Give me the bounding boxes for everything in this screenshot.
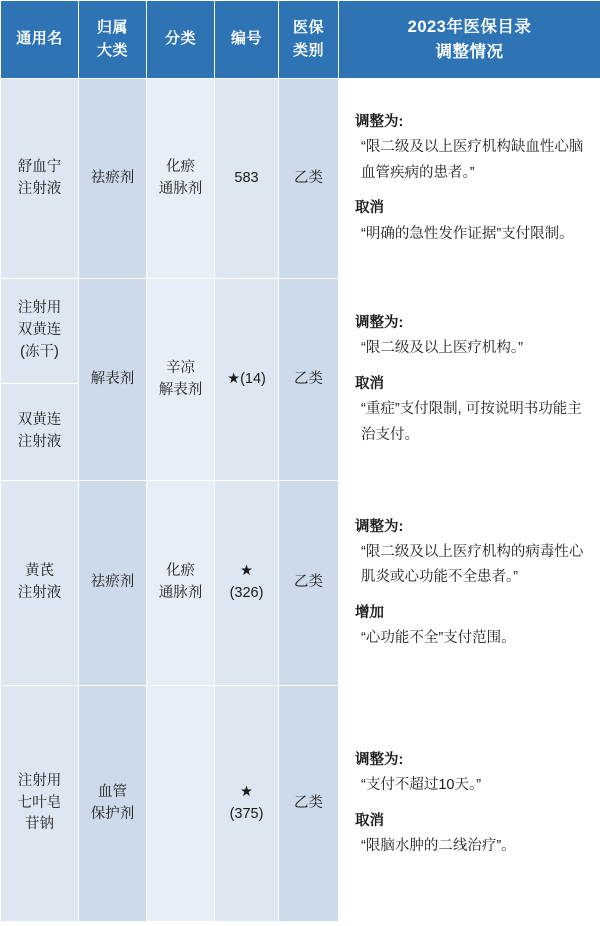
- insurance-type-label: 乙类: [294, 574, 323, 591]
- drug-name-line2: 注射液: [17, 434, 62, 450]
- cell-number: [215, 686, 279, 922]
- header-insurance-type: [279, 1, 339, 79]
- adjustment-text-1: “限二级及以上医疗机构缺血性心脑血管疾病的患者。”: [361, 139, 584, 181]
- adjustment-text-2: “心功能不全”支付范围。: [361, 630, 516, 647]
- cell-insurance-type: [279, 79, 339, 279]
- adjustment-text-2: “限脑水肿的二线治疗”。: [361, 837, 516, 854]
- table-row: [1, 686, 600, 922]
- cell-classification: [147, 79, 215, 279]
- table-header-row: [1, 1, 600, 79]
- header-name: [1, 1, 79, 79]
- cell-insurance-type: [279, 481, 339, 686]
- drug-name-line2: 双黄连: [17, 322, 62, 339]
- cell-drug-name: [1, 481, 79, 686]
- cell-insurance-type: [279, 279, 339, 481]
- cell-number: [215, 79, 279, 279]
- classification-line2: 通脉剂: [158, 585, 203, 601]
- adjustment-label-1: 调整为:: [355, 518, 404, 535]
- cell-adjustment-detail: [339, 686, 600, 922]
- major-category-line1: 血管: [98, 783, 127, 800]
- number-line1: ★: [240, 783, 253, 800]
- cell-drug-name: [1, 279, 79, 384]
- drug-name-line1: 舒血宁: [17, 158, 62, 175]
- header-classification: [147, 1, 215, 79]
- drug-name-line2: 注射液: [17, 585, 62, 601]
- drug-name-line1: 双黄连: [17, 412, 62, 429]
- drug-name-line1: 注射用: [17, 772, 62, 789]
- cell-adjustment-detail: [339, 279, 600, 481]
- cell-drug-name: [1, 686, 79, 922]
- cell-classification: [147, 279, 215, 481]
- adjustment-text-2: “明确的急性发作证据”支付限制。: [361, 225, 574, 242]
- major-category-label: 解表剂: [90, 370, 135, 387]
- adjustment-text-1: “支付不超过10天。”: [361, 777, 482, 794]
- cell-major-category: [79, 279, 147, 481]
- table-row: [1, 79, 600, 279]
- insurance-type-label: 乙类: [294, 794, 323, 811]
- adjustment-text-1: “限二级及以上医疗机构。”: [361, 340, 523, 357]
- drug-name-line2: 七叶皂: [17, 794, 62, 811]
- major-category-label: 祛瘀剂: [90, 169, 135, 186]
- adjustment-label-2: 取消: [355, 375, 384, 392]
- cell-number: [215, 279, 279, 481]
- insurance-type-label: 乙类: [294, 370, 323, 387]
- cell-major-category: [79, 686, 147, 922]
- adjustment-label-2: 增加: [355, 604, 384, 621]
- number-line2: (326): [229, 585, 264, 601]
- cell-insurance-type: [279, 686, 339, 922]
- cell-classification: [147, 481, 215, 686]
- header-number: [215, 1, 279, 79]
- cell-major-category: [79, 481, 147, 686]
- drug-name-line1: 注射用: [17, 300, 62, 317]
- adjustment-label-1: 调整为:: [355, 315, 404, 332]
- number-label: ★(14): [227, 370, 266, 387]
- header-adjustment-line2: 调整情况: [435, 42, 504, 61]
- cell-drug-name: [1, 384, 79, 481]
- table-row: [1, 481, 600, 686]
- header-classification-label: 分类: [164, 30, 196, 48]
- cell-number: [215, 481, 279, 686]
- classification-line1: 化瘀: [166, 158, 195, 175]
- number-line2: (375): [229, 805, 264, 822]
- major-category-label: 祛瘀剂: [90, 574, 135, 591]
- header-major-line2: 大类: [96, 41, 128, 59]
- adjustment-text-2: “重症”支付限制, 可按说明书功能主治支付。: [361, 401, 582, 443]
- drug-name-line1: 黄芪: [25, 563, 54, 580]
- header-insurance-line1: 医保: [292, 19, 324, 36]
- cell-classification: [147, 686, 215, 922]
- header-name-label: 通用名: [16, 30, 63, 48]
- drug-name-line3: 苷钠: [25, 816, 54, 833]
- adjustment-text-1: “限二级及以上医疗机构的病毒性心肌炎或心功能不全患者。”: [361, 543, 584, 586]
- classification-line1: 化瘀: [166, 563, 195, 580]
- classification-line2: 通脉剂: [158, 180, 203, 197]
- cell-adjustment-detail: [339, 481, 600, 686]
- insurance-type-label: 乙类: [294, 169, 323, 186]
- number-label: 583: [234, 169, 259, 186]
- header-major-category: [79, 1, 147, 79]
- cell-major-category: [79, 79, 147, 279]
- cell-drug-name: [1, 79, 79, 279]
- table-row: [1, 279, 600, 384]
- classification-line2: 解表剂: [158, 381, 203, 398]
- header-number-label: 编号: [230, 30, 262, 48]
- adjustment-label-2: 取消: [355, 200, 384, 217]
- drug-name-line3: (冻干): [20, 343, 59, 360]
- major-category-line2: 保护剂: [90, 805, 135, 822]
- cell-adjustment-detail: [339, 79, 600, 279]
- adjustment-label-1: 调整为:: [355, 751, 404, 768]
- classification-line1: 辛凉: [166, 359, 195, 376]
- adjustment-label-2: 取消: [355, 812, 384, 829]
- drug-name-line2: 注射液: [17, 180, 62, 197]
- header-major-line1: 归属: [96, 19, 128, 36]
- header-insurance-line2: 类别: [292, 41, 324, 59]
- adjustment-label-1: 调整为:: [355, 114, 404, 131]
- number-line1: ★: [240, 563, 253, 580]
- header-adjustment-line1: 2023年医保目录: [407, 17, 532, 36]
- header-adjustment: [339, 1, 600, 79]
